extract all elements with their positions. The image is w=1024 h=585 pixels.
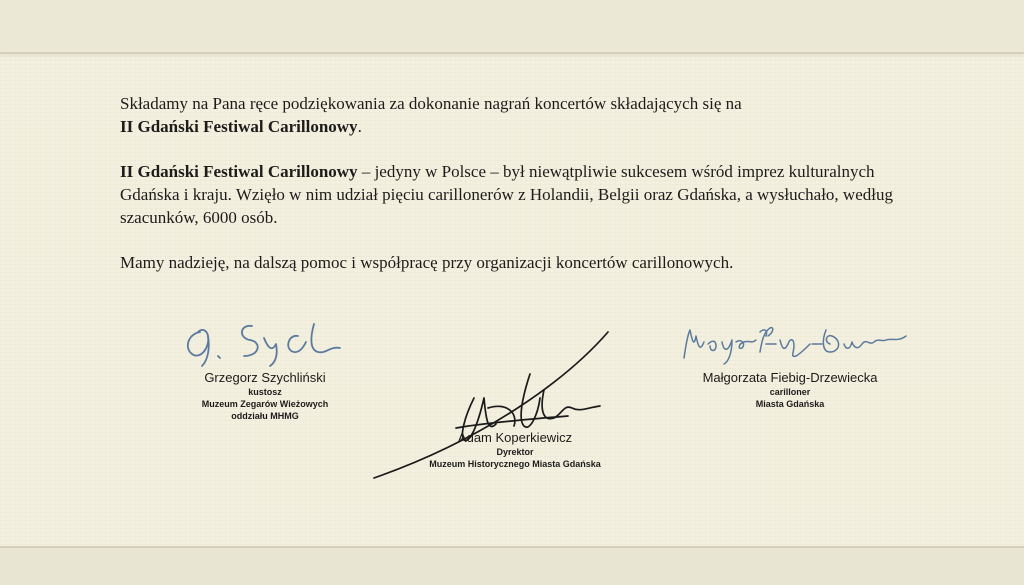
signature-fiebig-drzewiecka: [680, 318, 910, 368]
signatory-fiebig-drzewiecka: [660, 370, 920, 410]
signatory-role: Dyrektor: [496, 447, 534, 457]
signatory-name: Grzegorz Szychliński: [204, 370, 326, 385]
paragraph-thanks: Składamy na Pana ręce podziękowania za dokonanie nagrań koncertów składających się na II Gdański Festiwal Carillonowy.: [120, 94, 742, 136]
paper-fold-top: [0, 0, 1024, 54]
signatory-szychlinski: [140, 370, 390, 422]
letter-body: [120, 92, 920, 296]
signatory-koperkiewicz: [390, 430, 640, 470]
signatory-org: Muzeum Zegarów Wieżowych: [201, 399, 329, 409]
signatory-role: kustosz: [248, 387, 282, 397]
signatory-name: Małgorzata Fiebig-Drzewiecka: [702, 370, 878, 385]
paragraph-festival: II Gdański Festiwal Carillonowy – jedyny w Polsce – był niewątpliwie sukcesem wśród imprez kulturalnych Gdańska i kraju. Wzięło w nim udział pięciu carillonerów z Holandii, Belgii oraz Gdańska, a wysłuchało, według szacunków, 6000 osób.: [120, 162, 893, 227]
signatory-role: carilloner: [769, 387, 811, 397]
signature-szychlinski: [180, 318, 350, 368]
festival-name: II Gdański Festiwal Carillonowy: [120, 162, 358, 181]
paragraph-hope: Mamy nadzieję, na dalszą pomoc i współpracę przy organizacji koncertów carillonowych.: [120, 253, 734, 272]
signatory-name: Adam Koperkiewicz: [457, 430, 573, 445]
signatory-org: Miasta Gdańska: [755, 399, 825, 409]
signatory-org: Muzeum Historycznego Miasta Gdańska: [429, 459, 601, 469]
festival-name: II Gdański Festiwal Carillonowy: [120, 117, 358, 136]
signatory-org: oddziału MHMG: [231, 411, 299, 421]
paper-fold-bottom: [0, 546, 1024, 585]
